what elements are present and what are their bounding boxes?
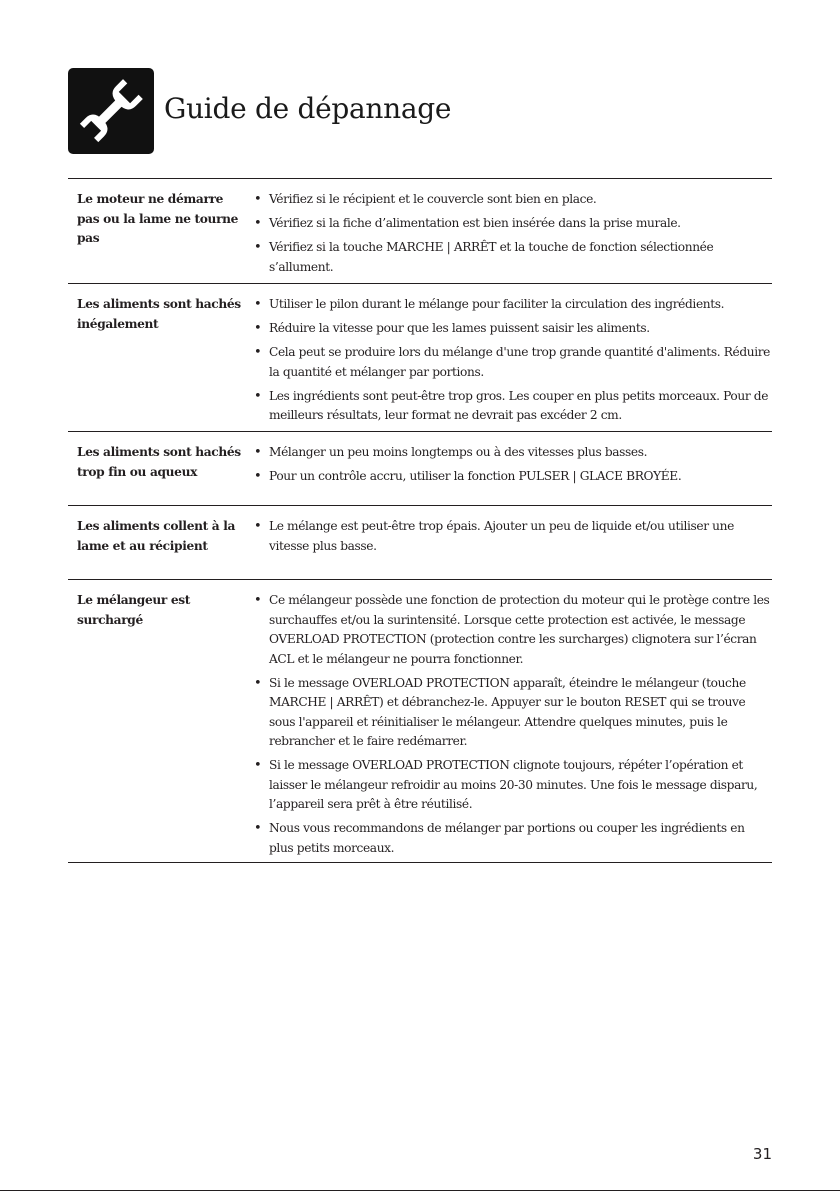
solution-item: • Utiliser le pilon durant le mélange pour faciliter la circulation des ingrédients. <box>252 295 772 315</box>
table-row <box>68 179 772 284</box>
solution-item: • Réduire la vitesse pour que les lames puissent saisir les aliments. <box>252 319 772 339</box>
solution-item: • Si le message OVERLOAD PROTECTION apparaît, éteindre le mélangeur (touche MARCHE | ARRÊT) et débranchez-le. Appuyer sur le bouton RESET qui se trouve sous l'appareil et réinitialiser le mélangeur. Attendre quelques minutes, puis le rebrancher et le faire redémarrer. <box>252 674 772 752</box>
solution-item: • Vérifiez si le récipient et le couvercle sont bien en place. <box>252 190 772 210</box>
problem-cell: Les aliments sont hachés trop fin ou aqueux <box>77 445 241 479</box>
problem-cell: Le moteur ne démarre pas ou la lame ne tourne pas <box>77 192 239 245</box>
solution-list <box>252 591 772 863</box>
wrench-icon <box>68 68 154 154</box>
page-title: Guide de dépannage <box>164 92 452 125</box>
problem-cell: Les aliments sont hachés inégalement <box>77 297 241 331</box>
solution-item: • Les ingrédients sont peut-être trop gros. Les couper en plus petits morceaux. Pour de meilleurs résultats, leur format ne devrait pas excéder 2 cm. <box>252 387 772 426</box>
problem-cell: Le mélangeur est surchargé <box>77 593 191 627</box>
solution-item: • Cela peut se produire lors du mélange d'une trop grande quantité d'aliments. Réduire la quantité et mélanger par portions. <box>252 343 772 382</box>
solution-item: • Le mélange est peut-être trop épais. Ajouter un peu de liquide et/ou utiliser une vitesse plus basse. <box>252 517 772 556</box>
solution-list <box>252 295 772 430</box>
table-row <box>68 284 772 432</box>
solution-item: • Mélanger un peu moins longtemps ou à des vitesses plus basses. <box>252 443 772 463</box>
troubleshooting-table <box>68 178 772 863</box>
table-row <box>68 580 772 863</box>
solution-item: • Pour un contrôle accru, utiliser la fonction PULSER | GLACE BROYÉE. <box>252 467 772 487</box>
solution-list <box>252 517 772 561</box>
solution-item: • Vérifiez si la fiche d’alimentation est bien insérée dans la prise murale. <box>252 214 772 234</box>
problem-cell: Les aliments collent à la lame et au récipient <box>77 519 236 553</box>
table-row <box>68 506 772 580</box>
solution-list <box>252 443 772 491</box>
solution-item: • Vérifiez si la touche MARCHE | ARRÊT et la touche de fonction sélectionnée s’allument. <box>252 238 772 277</box>
solution-item: • Si le message OVERLOAD PROTECTION clignote toujours, répéter l’opération et laisser le mélangeur refroidir au moins 20-30 minutes. Une fois le message disparu, l’appareil sera prêt à être réutilisé. <box>252 756 772 815</box>
solution-item: • Ce mélangeur possède une fonction de protection du moteur qui le protège contre les surchauffes et/ou la surintensité. Lorsque cette protection est activée, le message OVERLOAD PROTECTION (protection contre les surcharges) clignotera sur l’écran ACL et le mélangeur ne pourra fonctionner. <box>252 591 772 669</box>
page-number: 31 <box>752 1145 772 1163</box>
table-row <box>68 432 772 506</box>
solution-item: • Nous vous recommandons de mélanger par portions ou couper les ingrédients en plus petits morceaux. <box>252 819 772 858</box>
solution-list <box>252 190 772 282</box>
page-edge-divider <box>0 1190 840 1191</box>
